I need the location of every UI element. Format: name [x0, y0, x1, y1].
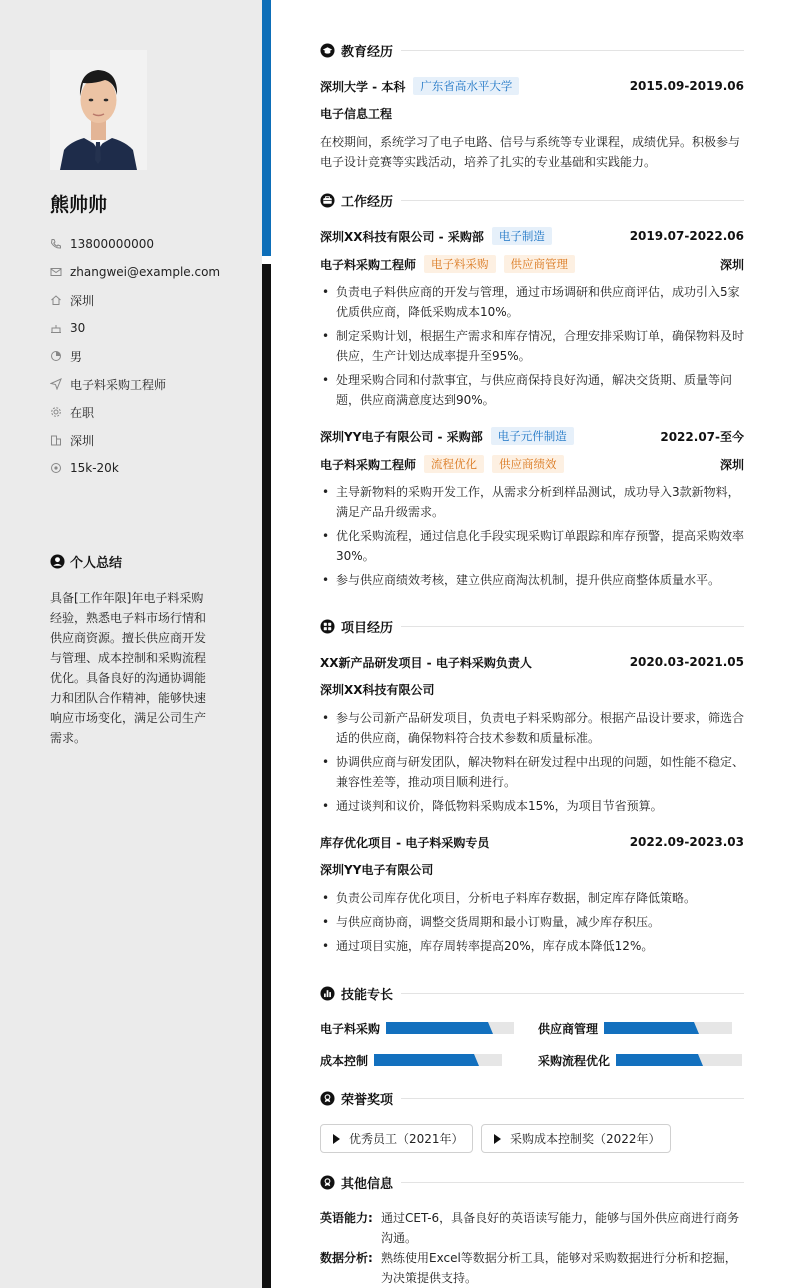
work-entry-1 — [320, 227, 744, 414]
role-tag: 电子料采购 — [424, 255, 496, 273]
list-item: • 负责电子料供应商的开发与管理，通过市场调研和供应商评估，成功引入5家优质供应商，降低采购成本10%。 — [336, 282, 744, 322]
home-icon — [50, 294, 62, 306]
other-heading: 其他信息 — [320, 1173, 744, 1192]
project-date: 2022.09-2023.03 — [629, 835, 744, 849]
list-item: • 优化采购流程，通过信息化手段实现采购订单跟踪和库存预警，提高采购效率30%。 — [336, 526, 744, 566]
phone-icon — [50, 238, 62, 250]
list-item: • 负责公司库存优化项目，分析电子料库存数据，制定库存降低策略。 — [336, 888, 744, 908]
industry-tag: 电子元件制造 — [491, 427, 574, 445]
skill-bar — [616, 1054, 742, 1066]
list-item: • 协调供应商与研发团队，解决物料在研发过程中出现的问题，如性能不稳定、兼容性差等，推动项目顺利进行。 — [336, 752, 744, 792]
skills-heading: 技能专长 — [320, 984, 744, 1003]
job-date: 2022.07-至今 — [660, 429, 744, 444]
list-item: • 参与供应商绩效考核，建立供应商淘汰机制，提升供应商整体质量水平。 — [336, 570, 744, 590]
triangle-icon — [333, 1134, 340, 1144]
education-heading: 教育经历 — [320, 41, 744, 60]
candidate-name: 熊帅帅 — [50, 194, 108, 216]
info-city: 深圳 — [50, 426, 220, 454]
summary-text: 具备[工作年限]年电子料采购经验，熟悉电子料市场行情和供应商资源。擅长供应商开发与管理、成本控制和采购流程优化。具备良好的沟通协调能力和团队合作精神，能够快速响应市场变化，满足公司生产需求。 — [50, 591, 207, 745]
briefcase-icon — [320, 193, 335, 208]
list-item: • 主导新物料的采购开发工作，从需求分析到样品测试，成功导入3款新物料，满足产品升级需求。 — [336, 482, 744, 522]
skill-bar — [374, 1054, 502, 1066]
info-target-job: 电子料采购工程师 — [50, 370, 220, 398]
skill-item: 电子料采购 — [320, 1021, 514, 1035]
award-item: 采购成本控制奖（2022年） — [481, 1124, 671, 1153]
info-age: 30 — [50, 314, 220, 342]
education-desc: 在校期间，系统学习了电子电路、信号与系统等专业课程，成绩优异。积极参与电子设计竞赛等实践活动，培养了扎实的专业基础和实践能力。 — [320, 135, 741, 169]
info-email: zhangwei@example.com — [50, 258, 220, 286]
skill-bar-fill — [616, 1054, 698, 1066]
project-org: 深圳XX科技有限公司 — [320, 683, 435, 697]
major: 电子信息工程 — [320, 107, 393, 121]
other-item: 数据分析: 熟练使用Excel等数据分析工具，能够对采购数据进行分析和挖掘，为决策提供支持。 — [320, 1251, 737, 1285]
skill-bar-fill — [374, 1054, 474, 1066]
gender-icon — [50, 350, 62, 362]
list-item: • 通过谈判和议价，降低物料采购成本15%，为项目节省预算。 — [336, 796, 744, 816]
city-icon — [50, 434, 62, 446]
job-bullets — [320, 482, 744, 590]
project-entry-1 — [320, 653, 744, 820]
project-entry-2 — [320, 833, 744, 960]
role-tag: 供应商管理 — [504, 255, 576, 273]
list-item: • 制定采购计划，根据生产需求和库存情况，合理安排采购订单，确保物料及时供应，生产计划达成率提升至95%。 — [336, 326, 744, 366]
job-city: 深圳 — [719, 257, 744, 272]
job-date: 2019.07-2022.06 — [629, 229, 744, 243]
project-name: 库存优化项目 - 电子料采购专员 — [320, 835, 490, 850]
project-org: 深圳YY电子有限公司 — [320, 863, 434, 877]
user-circle-icon — [50, 554, 65, 569]
status-icon — [50, 406, 62, 418]
job-role: 电子料采购工程师 — [320, 457, 417, 472]
list-item: • 与供应商协商，调整交货周期和最小订购量，减少库存积压。 — [336, 912, 744, 932]
info-location: 深圳 — [50, 286, 220, 314]
mail-icon — [50, 266, 62, 278]
contact-info-list — [50, 230, 220, 482]
role-tag: 供应商绩效 — [492, 455, 564, 473]
award-item: 优秀员工（2021年） — [320, 1124, 473, 1153]
graduation-cap-icon — [320, 43, 335, 58]
job-role: 电子料采购工程师 — [320, 257, 417, 272]
school-name: 深圳大学 - 本科 — [320, 79, 406, 94]
dark-stripe — [262, 264, 271, 1288]
project-name: XX新产品研发项目 - 电子料采购负责人 — [320, 655, 532, 670]
job-city: 深圳 — [719, 457, 744, 472]
target-job-icon — [50, 378, 62, 390]
bar-chart-icon — [320, 986, 335, 1001]
skill-item: 采购流程优化 — [538, 1053, 742, 1067]
info-badge-icon — [320, 1175, 335, 1190]
skill-item: 成本控制 — [320, 1053, 502, 1067]
salary-icon — [50, 462, 62, 474]
job-bullets — [320, 282, 744, 410]
work-entry-2 — [320, 427, 744, 594]
summary-heading: 个人总结 — [50, 552, 122, 571]
school-tag: 广东省高水平大学 — [413, 77, 519, 95]
skill-item: 供应商管理 — [538, 1021, 732, 1035]
list-item: • 处理采购合同和付款事宜，与供应商保持良好沟通，解决交货期、质量等问题，供应商满意度达到90%。 — [336, 370, 744, 410]
project-bullets — [320, 708, 744, 816]
list-item: • 参与公司新产品研发项目，负责电子料采购部分。根据产品设计要求，筛选合适的供应商，确保物料符合技术参数和质量标准。 — [336, 708, 744, 748]
industry-tag: 电子制造 — [492, 227, 552, 245]
triangle-icon — [494, 1134, 501, 1144]
age-icon — [50, 322, 62, 334]
skill-bar — [386, 1022, 514, 1034]
education-entry — [320, 77, 744, 172]
info-phone: 13800000000 — [50, 230, 220, 258]
grid-icon — [320, 619, 335, 634]
award-icon — [320, 1091, 335, 1106]
company-name: 深圳XX科技有限公司 - 采购部 — [320, 229, 484, 244]
accent-stripe — [262, 0, 271, 256]
work-heading: 工作经历 — [320, 191, 744, 210]
project-date: 2020.03-2021.05 — [629, 655, 744, 669]
skill-bar-fill — [386, 1022, 488, 1034]
info-gender: 男 — [50, 342, 220, 370]
info-salary: 15k-20k — [50, 454, 220, 482]
role-tag: 流程优化 — [424, 455, 484, 473]
info-status: 在职 — [50, 398, 220, 426]
projects-heading: 项目经历 — [320, 617, 744, 636]
awards-heading: 荣誉奖项 — [320, 1089, 744, 1108]
profile-photo — [50, 50, 147, 170]
education-date: 2015.09-2019.06 — [629, 79, 744, 93]
skill-bar — [604, 1022, 732, 1034]
skill-bar-fill — [604, 1022, 694, 1034]
company-name: 深圳YY电子有限公司 - 采购部 — [320, 429, 483, 444]
other-item: 英语能力: 通过CET-6，具备良好的英语读写能力，能够与国外供应商进行商务沟通。 — [320, 1211, 740, 1245]
list-item: • 通过项目实施，库存周转率提高20%，库存成本降低12%。 — [336, 936, 744, 956]
project-bullets — [320, 888, 744, 956]
